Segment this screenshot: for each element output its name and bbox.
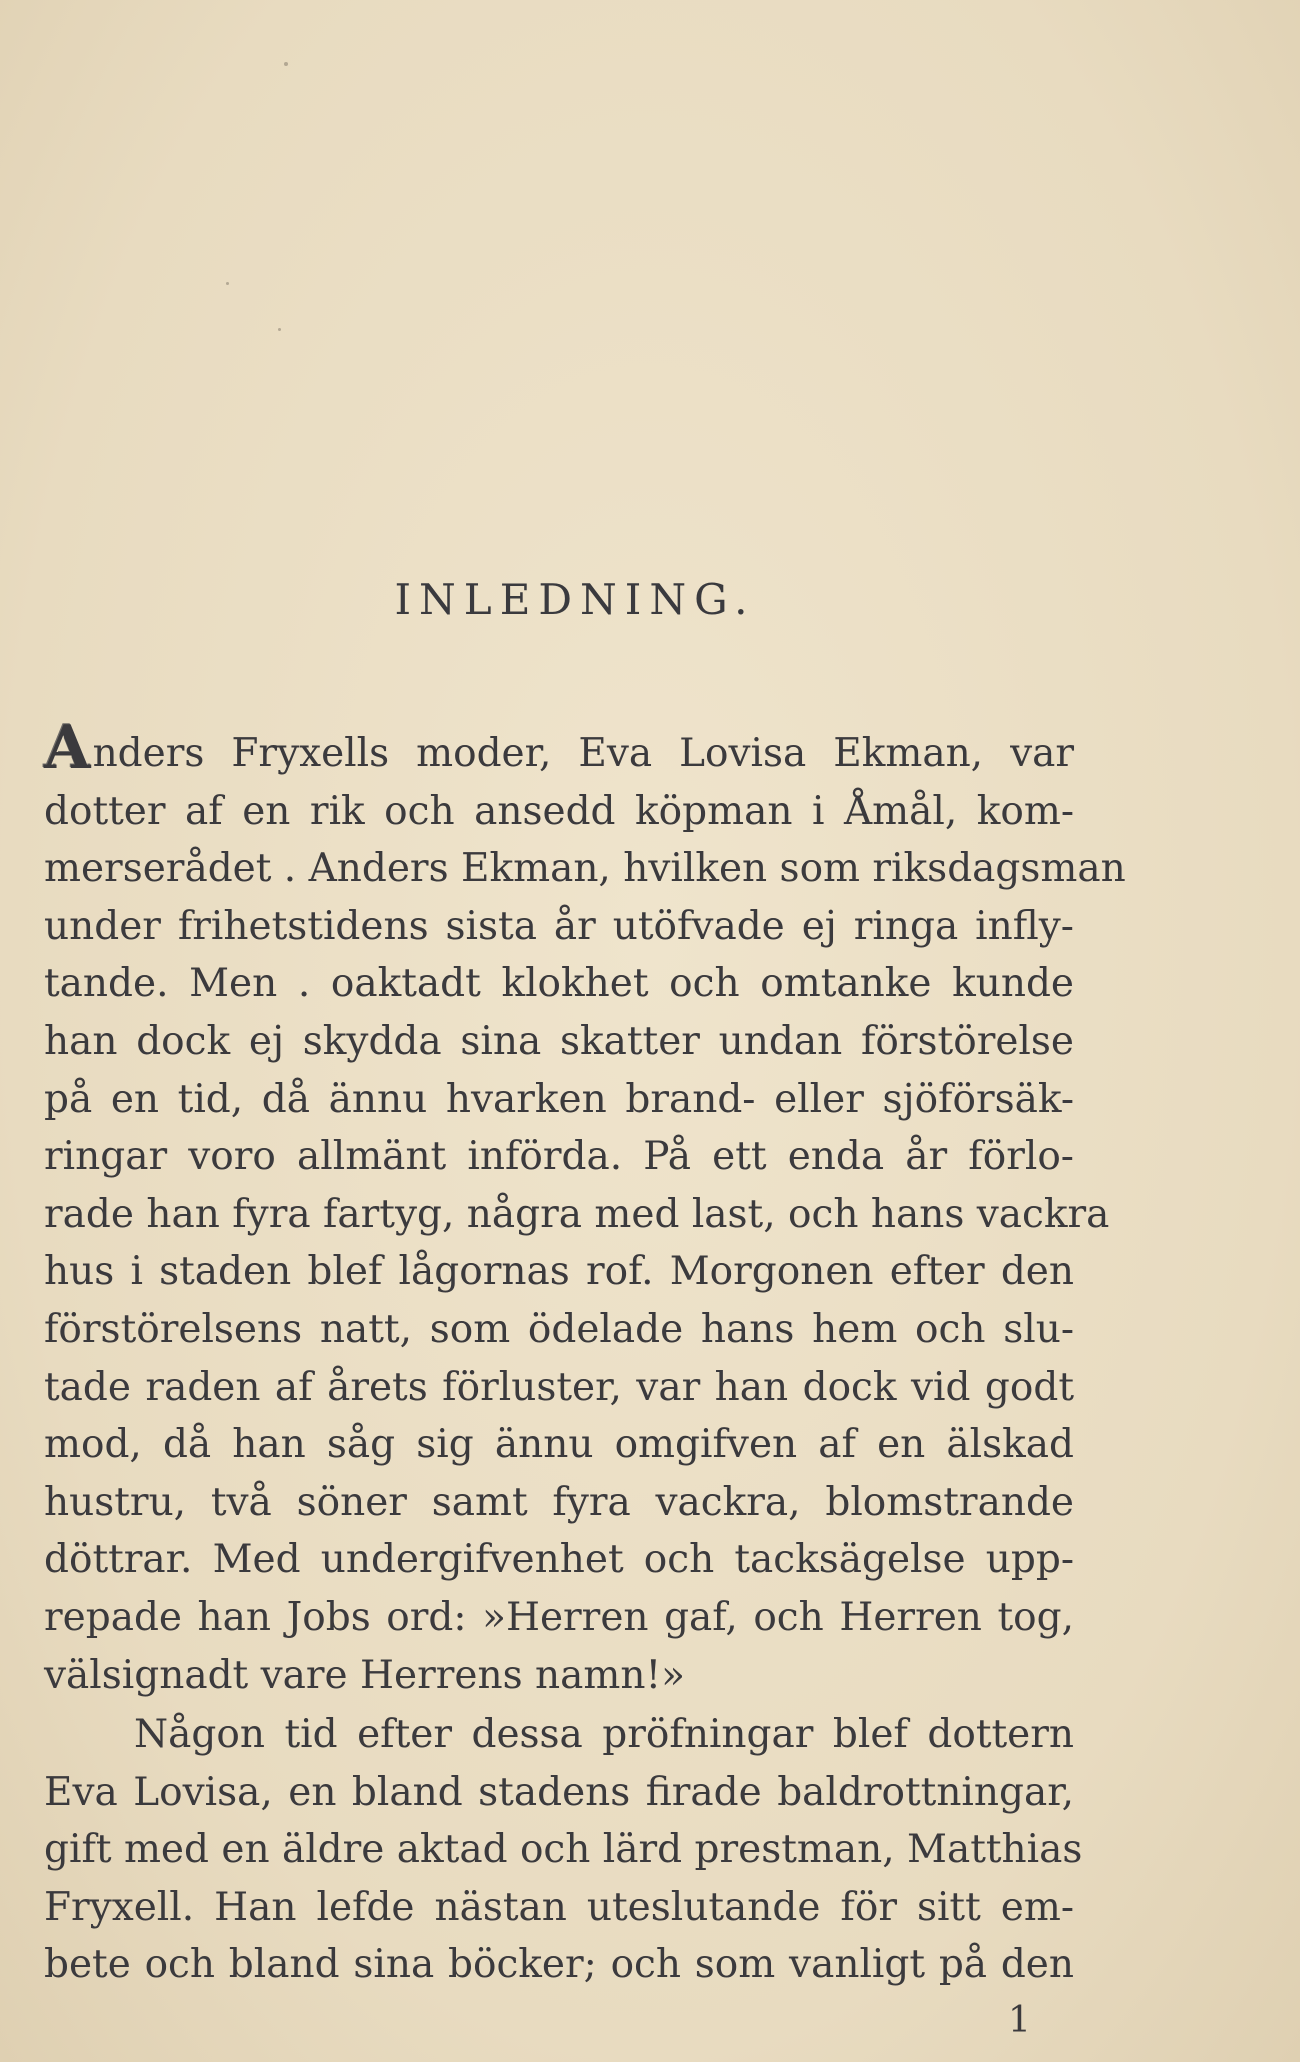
paragraph-2 [44, 1706, 1083, 1994]
text-line: bete och bland sina böcker; och som vanligt på den [44, 1942, 1074, 1988]
text-line: tade raden af årets förluster, var han dock vid godt [44, 1364, 1074, 1410]
text-line: rade han fyra fartyg, några med last, och hans vackra [44, 1191, 1110, 1237]
text-line: under frihetstidens sista år utöfvade ej ringa infly- [44, 903, 1074, 949]
text-line: på en tid, då ännu hvarken brand- eller sjöförsäk- [44, 1076, 1074, 1122]
text-line: tande. Men . oaktadt klokhet och omtanke kunde [44, 961, 1074, 1007]
text-line: Någon tid efter dessa pröfningar blef dottern [134, 1712, 1074, 1757]
page-number: 1 [1008, 2000, 1031, 2041]
text-line: han dock ej skydda sina skatter undan förstörelse [44, 1018, 1074, 1064]
text-line: mod, då han såg sig ännu omgifven af en älskad [44, 1422, 1074, 1468]
text-line: ringar voro allmänt införda. På ett enda år förlo- [44, 1134, 1074, 1180]
text-line: döttrar. Med undergifvenhet och tacksägelse upp- [44, 1537, 1074, 1583]
text-line: repade han Jobs ord: »Herren gaf, och Herren tog, [44, 1594, 1074, 1640]
paragraph-1 [44, 713, 1126, 1704]
text-line: gift med en äldre aktad och lärd prestman, Matthias [44, 1827, 1083, 1873]
paper-speck [278, 328, 281, 331]
text-line: Eva Lovisa, en bland stadens firade baldrottningar, [44, 1769, 1074, 1815]
text-line: hus i staden blef lågornas rof. Morgonen efter den [44, 1249, 1074, 1295]
text-line: Anders Fryxells moder, Eva Lovisa Ekman, var [44, 713, 1074, 783]
text-line: välsignadt vare Herrens namn!» [44, 1652, 686, 1698]
decorated-initial: A [44, 713, 91, 783]
paper-speck [284, 62, 288, 66]
text-line: förstörelsens natt, som ödelade hans hem och slu- [44, 1306, 1074, 1352]
text-line: merserådet . Anders Ekman, hvilken som riksdagsman [44, 846, 1126, 892]
chapter-heading: INLEDNING. [394, 575, 756, 624]
text-line: dotter af en rik och ansedd köpman i Åmål, kom- [44, 788, 1074, 834]
text-line: Fryxell. Han lefde nästan uteslutande för sitt em- [44, 1884, 1074, 1930]
text-line: hustru, två söner samt fyra vackra, blomstrande [44, 1479, 1074, 1525]
paper-speck [226, 282, 229, 285]
